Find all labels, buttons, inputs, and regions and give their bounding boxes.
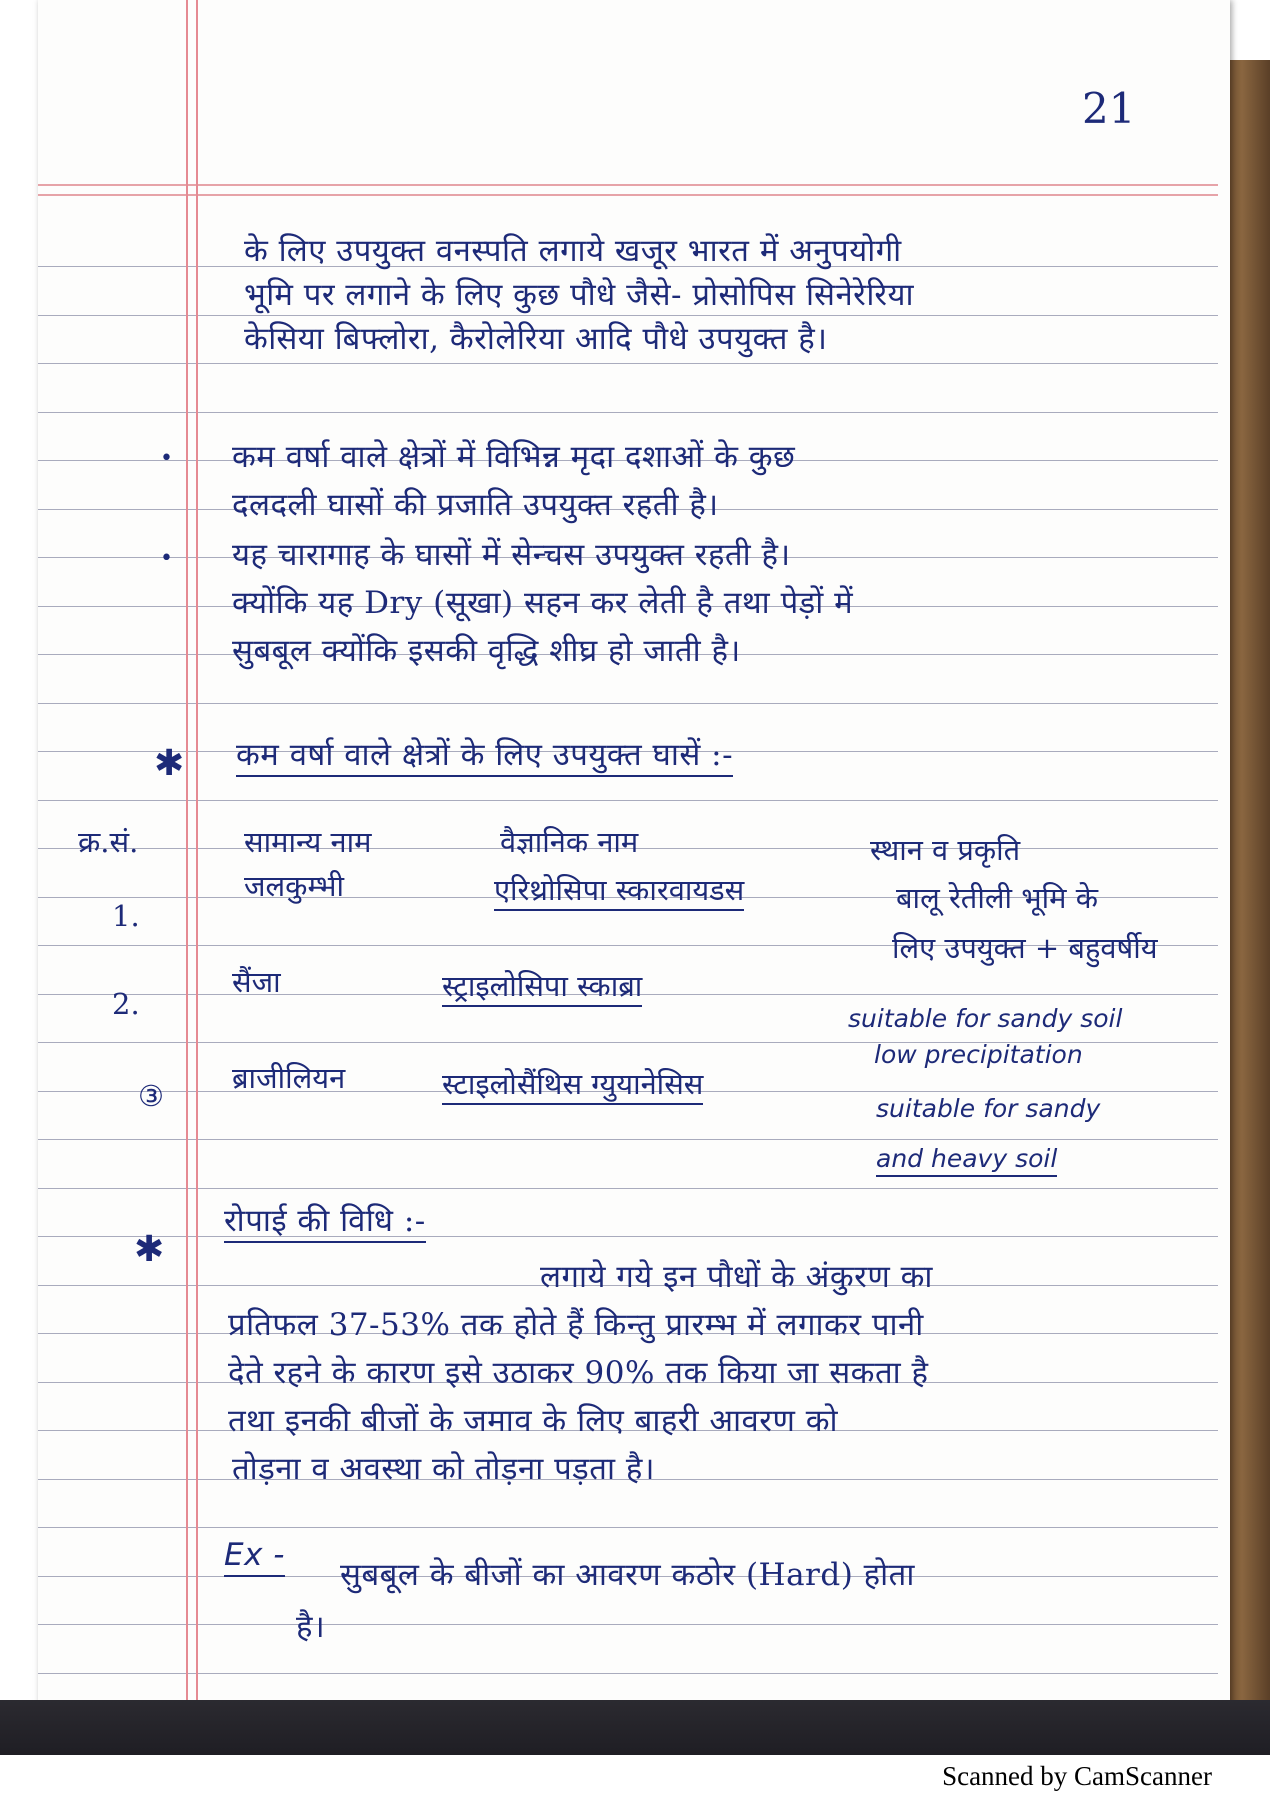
grass-section-heading: कम वर्षा वाले क्षेत्रों के लिए उपयुक्त घासें :- — [236, 740, 733, 777]
ruled-line-4 — [38, 412, 1218, 413]
ruled-line-10 — [38, 703, 1218, 704]
table-row-1-sno: 1. — [112, 899, 140, 933]
ruled-line-2 — [38, 315, 1218, 316]
planting-section-heading: रोपाई की विधि :- — [224, 1206, 426, 1243]
ruled-line-27 — [38, 1527, 1218, 1528]
scanner-watermark: Scanned by CamScanner — [942, 1761, 1212, 1791]
table-row-1-habitat-line-2: लिए उपयुक्त + बहुवर्षीय — [892, 931, 1158, 965]
ruled-line-19 — [38, 1139, 1218, 1140]
example-line-2: है। — [296, 1609, 326, 1645]
table-header-scientific-name: वैज्ञानिक नाम — [500, 825, 639, 859]
header-rule-1 — [38, 184, 1218, 186]
ruled-line-21 — [38, 1236, 1218, 1237]
bullet-2-line-3: सुबबूल क्योंकि इसकी वृद्धि शीघ्र हो जाती है। — [232, 633, 741, 669]
bullet-2-line-1: यह चारागाह के घासों में सेन्चस उपयुक्त रहती है। — [232, 537, 791, 573]
table-row-3-habitat-line-2: and heavy soil — [876, 1146, 1057, 1177]
desk-edge-bottom — [0, 1700, 1270, 1755]
bullet-dot-1: • — [160, 446, 173, 471]
ruled-line-20 — [38, 1188, 1218, 1189]
table-header-sno: क्र.सं. — [78, 825, 139, 859]
planting-line-5: तोड़ना व अवस्था को तोड़ना पड़ता है। — [232, 1451, 656, 1487]
ruled-line-29 — [38, 1624, 1218, 1625]
intro-line-2: भूमि पर लगाने के लिए कुछ पौधे जैसे- प्रोसोपिस सिनेरेरिया — [244, 277, 915, 313]
table-row-3-common: ब्राजीलियन — [232, 1061, 346, 1095]
page-number: 21 — [1082, 84, 1136, 133]
ruled-line-30 — [38, 1673, 1218, 1674]
intro-line-3: केसिया बिफ्लोरा, कैरोलेरिया आदि पौधे उपयुक्त है। — [244, 321, 828, 357]
intro-line-1: के लिए उपयुक्त वनस्पति लगाये खजूर भारत में अनुपयोगी — [244, 233, 902, 269]
ruled-line-12 — [38, 800, 1218, 801]
table-row-2-scientific: स्ट्राइलोसिपा स्काब्रा — [442, 972, 642, 1007]
table-row-2-sno: 2. — [112, 987, 140, 1021]
margin-line-right — [196, 0, 198, 1730]
table-header-habitat: स्थान व प्रकृति — [870, 833, 1021, 867]
scanner-footer — [0, 1755, 1270, 1797]
bullet-dot-2: • — [160, 546, 173, 571]
planting-line-2: प्रतिफल 37-53% तक होते हैं किन्तु प्रारम्भ में लगाकर पानी — [228, 1307, 924, 1343]
table-row-2-habitat-line-2: low precipitation — [874, 1040, 1083, 1069]
margin-line-left — [186, 0, 188, 1730]
table-row-3-scientific: स्टाइलोसैंथिस ग्युयानेसिस — [442, 1070, 703, 1105]
bullet-2-line-2: क्योंकि यह Dry (सूखा) सहन कर लेती है तथा पेड़ों में — [232, 585, 854, 621]
table-row-3-sno: ③ — [138, 1079, 164, 1113]
table-row-1-scientific: एरिथ्रोसिपा स्कारवायडस — [494, 876, 744, 911]
table-row-1-habitat-line-1: बालू रेतीली भूमि के — [896, 881, 1098, 915]
asterisk-marker-1: ✱ — [154, 743, 185, 784]
table-row-3-habitat-line-1: suitable for sandy — [876, 1094, 1101, 1123]
example-label: Ex - — [224, 1540, 285, 1577]
planting-line-1: लगाये गये इन पौधों के अंकुरण का — [540, 1259, 933, 1295]
header-rule-2 — [38, 194, 1218, 196]
table-header-common-name: सामान्य नाम — [244, 825, 372, 859]
table-row-2-common: सैंजा — [232, 965, 281, 999]
example-line-1: सुबबूल के बीजों का आवरण कठोर (Hard) होता — [340, 1557, 915, 1593]
planting-line-3: देते रहने के कारण इसे उठाकर 90% तक किया जा सकता है — [228, 1355, 929, 1391]
table-row-2-habitat-line-1: suitable for sandy soil — [848, 1004, 1123, 1033]
ruled-line-3 — [38, 363, 1218, 364]
bullet-1-line-2: दलदली घासों की प्रजाति उपयुक्त रहती है। — [232, 487, 719, 523]
planting-line-4: तथा इनकी बीजों के जमाव के लिए बाहरी आवरण को — [228, 1403, 839, 1439]
table-row-1-common: जलकुम्भी — [244, 869, 345, 903]
asterisk-marker-2: ✱ — [134, 1229, 165, 1270]
bullet-1-line-1: कम वर्षा वाले क्षेत्रों में विभिन्न मृदा दशाओं के कुछ — [232, 439, 796, 475]
